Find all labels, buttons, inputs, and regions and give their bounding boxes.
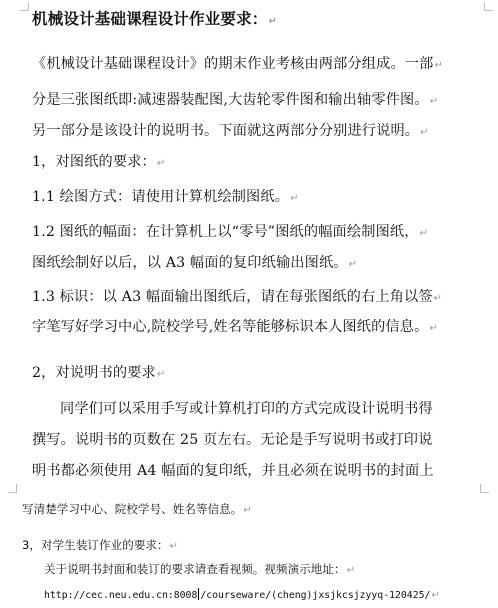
paragraph-line-2: 分是三张图纸即:减速器装配图,大齿轮零件图和输出轴零件图。↵ [32, 92, 439, 108]
item-1-2-line-1: 1.2 图纸的幅面：在计算机上以“零号”图纸的幅面绘制图纸，↵ [32, 224, 429, 240]
margin-corner-top-left [20, 2, 29, 11]
video-url-link[interactable]: http://cec.neu.edu.cn:8008 /courseware/(cheng)jxsjkcsjzyyq-120425/↵ [44, 590, 440, 601]
manual-paragraph-line-3: 明书都必须使用 A4 幅面的复印纸，并且必须在说明书的封面上 [32, 463, 434, 479]
paragraph-line-1: 《机械设计基础课程设计》的期末作业考核由两部分组成。一部↵ [32, 56, 443, 72]
paragraph-line-3: 另一部分是该设计的说明书。下面就这两部分分别进行说明。↵ [32, 123, 429, 139]
margin-corner-top-right [484, 2, 493, 11]
margin-corner-mid-right [480, 484, 489, 493]
small-text-line-1: 写清楚学习中心、院校学号、姓名等信息。↵ [22, 502, 252, 516]
section-heading-binding: 3，对学生装订作业的要求：↵ [22, 538, 179, 552]
section-heading-manual: 2，对说明书的要求↵ [32, 365, 166, 381]
item-1-3-line-1: 1.3 标识：以 A3 幅面输出图纸后，请在每张图纸的右上角以签↵ [32, 289, 443, 305]
item-1-2-line-2: 图纸绘制好以后，以 A3 幅面的复印纸输出图纸。↵ [32, 255, 358, 271]
margin-corner-mid-left [8, 484, 17, 493]
small-text-line-3: 关于说明书封面和装订的要求请查看视频。视频演示地址：↵ [44, 562, 356, 576]
item-1-1: 1.1 绘图方式：请使用计算机绘制图纸。↵ [32, 189, 299, 205]
manual-paragraph-line-2: 撰写。说明书的页数在 25 页左右。无论是手写说明书或打印说 [32, 432, 433, 448]
section-heading-drawings: 1，对图纸的要求：↵ [32, 154, 166, 170]
item-1-3-line-2: 字笔写好学习中心,院校学号,姓名等能够标识本人图纸的信息。↵ [32, 319, 438, 335]
document-title: 机械设计基础课程设计作业要求：↵ [32, 9, 278, 28]
manual-paragraph-line-1: 同学们可以采用手写或计算机打印的方式完成设计说明书得 [60, 401, 433, 417]
